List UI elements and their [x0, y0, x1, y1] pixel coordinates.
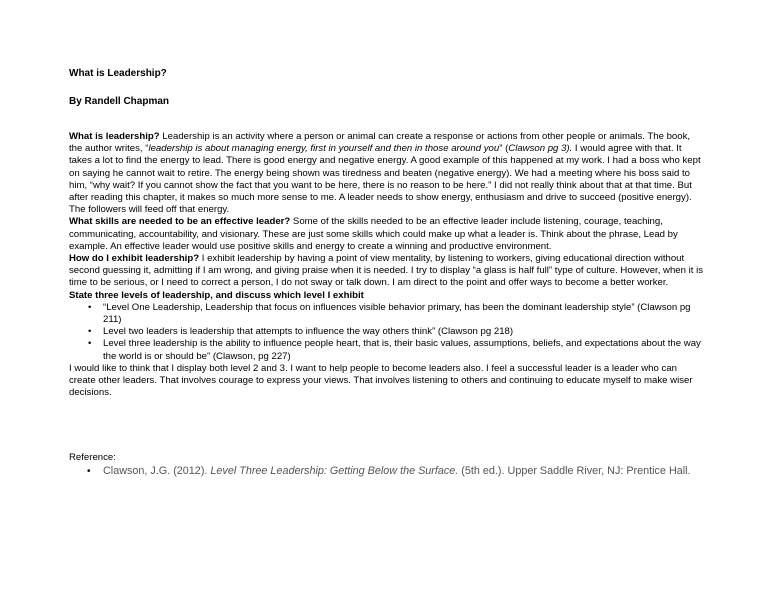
- paragraph-text: ” (: [499, 143, 509, 155]
- paragraph-levels: [69, 290, 705, 302]
- paragraph-text: I would agree with that. It takes a lot to find the energy to lead. There is good energy and negative energy. A good example of this happened at my work. I had a boss who kept on saying he cannot wait to retire. The energy being shown was tiredness and beaten (negative energy). We had a meeting where his boss said to him, “why wait? If you cannot show the fact that you want to be here, there is no reason to be here.” I did not really think about that at that time. But after reading this chapter, it makes so much more sense to me. A leader needs to show energy, enthusiasm and drive to succeed (positive energy). The followers will feed off that energy.: [69, 143, 701, 216]
- reference-book-title: Level Three Leadership: Getting Below the Surface.: [210, 465, 459, 477]
- reference-label: Reference:: [69, 452, 116, 463]
- document-title: What is Leadership?: [69, 68, 167, 79]
- list-item: • “Level One Leadership, Leadership that focus on influences visible behavior primary, has been the dominant leadership style” (Clawson pg 211): [103, 302, 705, 326]
- book-quote: leadership is about managing energy, first in yourself and then in those around you: [148, 143, 500, 155]
- document-body: [69, 131, 705, 399]
- paragraph-closing: I would like to think that I display both level 2 and 3. I want to help people to become leaders also. I feel a successful leader is a leader who can create other leaders. That involves courage to express your views. That involves listening to others and continuing to educate myself to make wiser decisions.: [69, 362, 693, 399]
- list-item: • Level three leadership is the ability to influence people heart, that is, their basic values, assumptions, beliefs, and expectations about the way the world is or should be” (Clawson, pg 227): [103, 338, 705, 362]
- reference-publisher: (5th ed.). Upper Saddle River, NJ: Prentice Hall.: [458, 465, 691, 477]
- paragraph-text: I exhibit leadership by having a point of view mentality, by listening to workers, giving educational direction without second guessing it, admitting if I am wrong, and giving praise when it is needed. I try to display “a glass is half full” type of culture. However, when it is time to be serious, or I need to correct a person, I do not sway or talk down. I am direct to the point and offer ways to become a better worker.: [69, 253, 704, 289]
- paragraph-text: Some of the skills needed to be an effective leader include listening, courage, teaching, communicating, accountability, and visionary. These are just some skills which could make up what a leader is. Think about the phrase, Lead by example. An effective leader would use positive skills and energy to create a winning and productive environment.: [69, 216, 678, 252]
- document-author: By Randell Chapman: [69, 96, 170, 107]
- citation: Clawson pg 3).: [508, 143, 573, 155]
- paragraph-text: Leadership is an activity where a person or animal can create a response or actions from other people or animals. The book, the author writes, “: [69, 131, 691, 155]
- paragraph-skills: [69, 216, 705, 253]
- reference-author: Clawson, J.G. (2012).: [103, 465, 211, 477]
- paragraph-what-is-leadership: [69, 131, 705, 216]
- question-heading: What skills are needed to be an effective leader?: [69, 216, 291, 228]
- question-heading: State three levels of leadership, and discuss which level I exhibit: [69, 289, 364, 301]
- reference-entry: [103, 465, 703, 479]
- question-heading: What is leadership?: [69, 131, 160, 142]
- list-item: • Level two leaders is leadership that attempts to influence the way others think” (Clawson pg 218): [103, 326, 705, 338]
- paragraph-exhibit: [69, 253, 705, 290]
- levels-list: [69, 302, 705, 363]
- question-heading: How do I exhibit leadership?: [69, 253, 200, 265]
